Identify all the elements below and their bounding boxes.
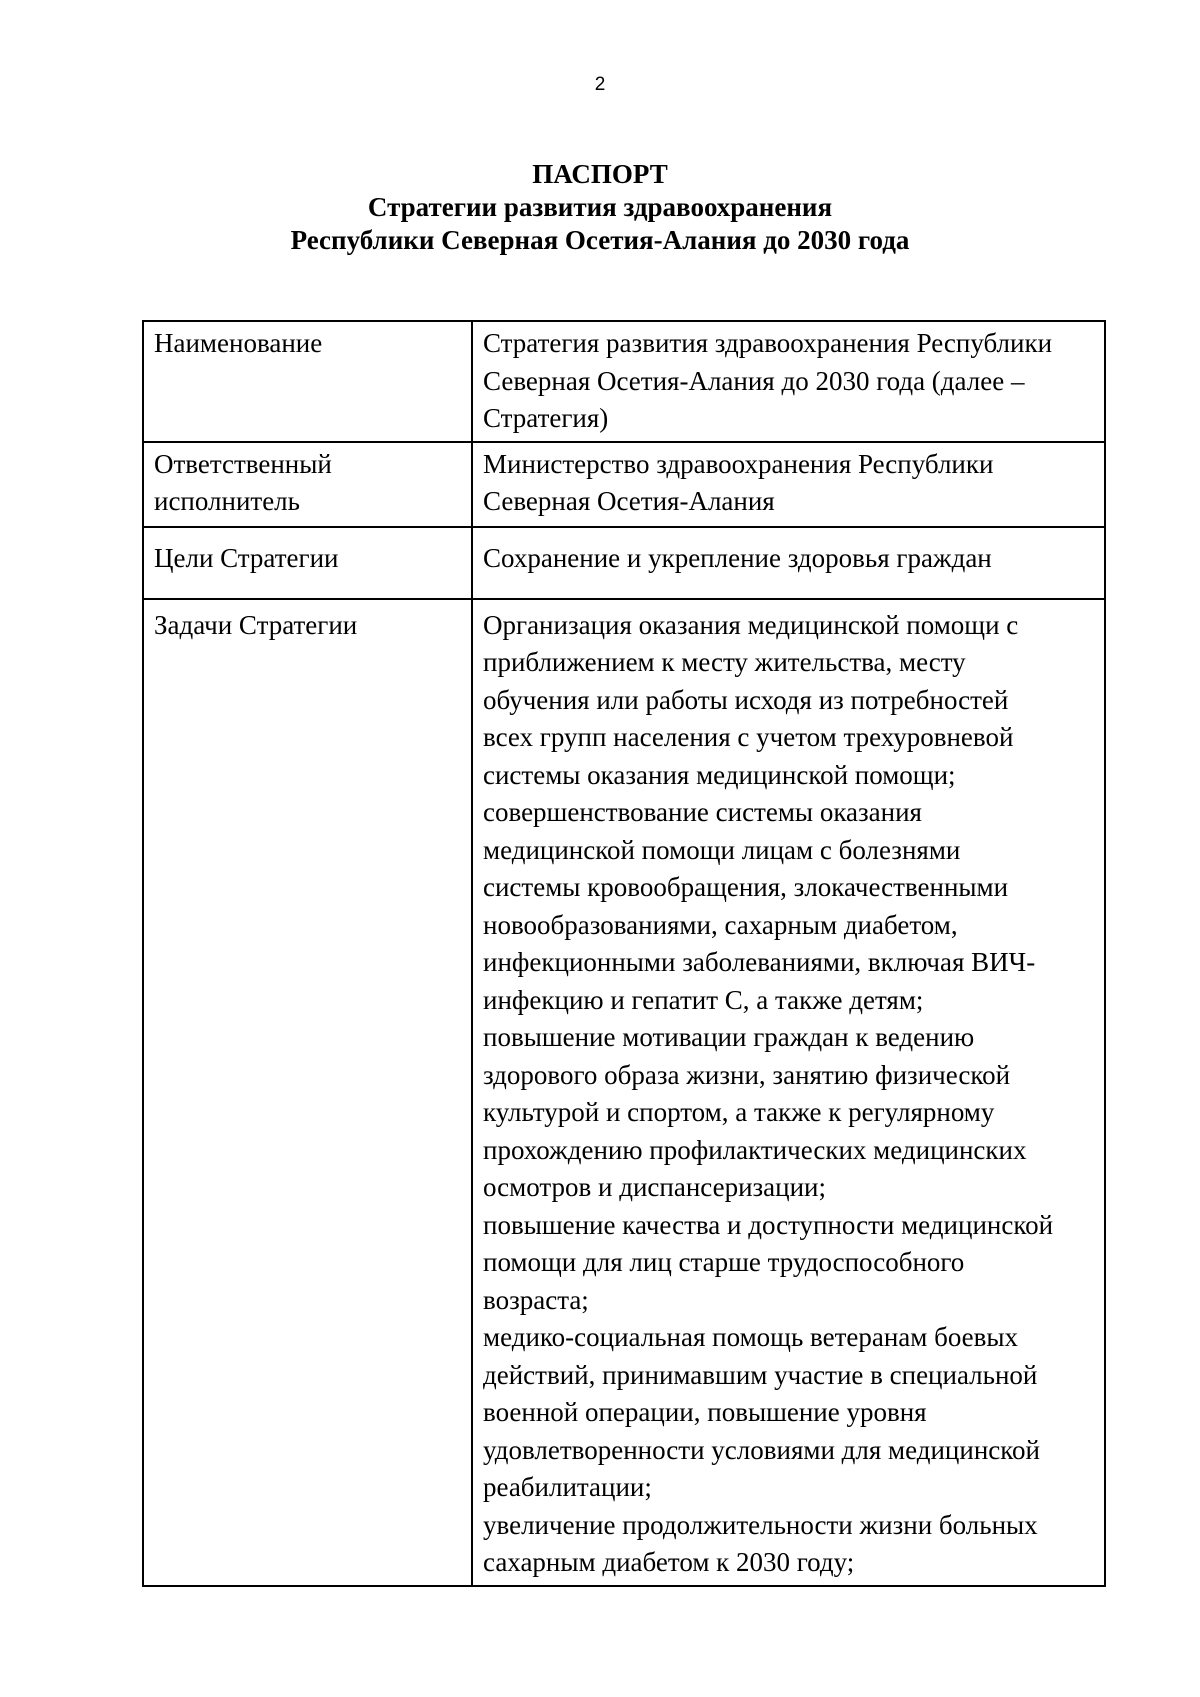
row-value-line: культурой и спортом, а также к регулярному	[483, 1097, 995, 1127]
row-value-line: Сохранение и укрепление здоровья граждан	[483, 542, 992, 573]
row-value-line: Северная Осетия-Алания до 2030 года (далее –	[483, 365, 1025, 396]
row-value-line: всех групп населения с учетом трехуровневой	[483, 722, 1014, 752]
row-value-cell	[472, 442, 1105, 527]
row-value-line: обучения или работы исходя из потребностей	[483, 684, 1009, 715]
row-value-line: увеличение продолжительности жизни больных	[483, 1509, 1038, 1540]
row-value-line: системы оказания медицинской помощи;	[483, 759, 956, 790]
row-value-line: сахарным диабетом к 2030 году;	[483, 1547, 855, 1577]
row-label: Задачи Стратегии	[154, 609, 358, 640]
row-value-line: совершенствование системы оказания	[483, 797, 922, 827]
row-label-cell	[143, 527, 472, 599]
row-label: Ответственный	[154, 448, 332, 479]
row-value-line: возраста;	[483, 1284, 589, 1315]
table-row-executor	[143, 442, 1105, 527]
row-value-line: помощи для лиц старше трудоспособного	[483, 1247, 965, 1277]
row-value-line: Северная Осетия-Алания	[483, 486, 775, 516]
row-value-line: прохождению профилактических медицинских	[483, 1134, 1027, 1165]
row-value-line: повышение мотивации граждан к ведению	[483, 1022, 975, 1052]
row-label-cell	[143, 442, 472, 527]
heading-subtitle-region: Республики Северная Осетия-Алания до 2030 года	[290, 225, 910, 255]
row-label-cell	[143, 599, 472, 1586]
row-value-line: Стратегия)	[483, 403, 609, 433]
passport-table	[142, 320, 1106, 1587]
row-value-line: системы кровообращения, злокачественными	[483, 872, 1009, 902]
row-value-line: повышение качества и доступности медицинской	[483, 1209, 1054, 1240]
page-number: 2	[594, 74, 606, 95]
heading-subtitle: Стратегии развития здравоохранения	[367, 192, 833, 222]
row-value-line: здорового образа жизни, занятию физической	[483, 1059, 1011, 1090]
table-row-name	[143, 321, 1105, 442]
row-value-line: медико-социальная помощь ветеранам боевых	[483, 1322, 1019, 1352]
row-value-cell	[472, 527, 1105, 599]
row-value-cell	[472, 599, 1105, 1586]
row-label: Наименование	[154, 328, 323, 358]
row-value-line: реабилитации;	[483, 1472, 652, 1502]
heading-title: ПАСПОРТ	[532, 159, 668, 189]
row-value-line: Организация оказания медицинской помощи с	[483, 609, 1019, 640]
row-label-cell	[143, 321, 472, 442]
table-row-goals	[143, 527, 1105, 599]
row-label: исполнитель	[154, 486, 300, 516]
row-value-line: приближением к месту жительства, месту	[483, 647, 966, 677]
row-value-line: инфекцию и гепатит С, а также детям;	[483, 984, 924, 1015]
row-value-line: инфекционными заболеваниями, включая ВИЧ-	[483, 947, 1036, 977]
row-value-line: действий, принимавшим участие в специальной	[483, 1359, 1038, 1390]
row-value-line: военной операции, повышение уровня	[483, 1397, 927, 1427]
row-value-line: Стратегия развития здравоохранения Республики	[483, 328, 1053, 358]
document-heading	[0, 158, 1200, 257]
row-label: Цели Стратегии	[154, 542, 339, 573]
row-value-cell	[472, 321, 1105, 442]
table-row-tasks	[143, 599, 1105, 1586]
row-value-line: Министерство здравоохранения Республики	[483, 448, 994, 479]
row-value-line: удовлетворенности условиями для медицинской	[483, 1434, 1040, 1465]
row-value-line: медицинской помощи лицам с болезнями	[483, 834, 961, 865]
row-value-line: осмотров и диспансеризации;	[483, 1172, 827, 1202]
row-value-line: новообразованиями, сахарным диабетом,	[483, 909, 958, 940]
